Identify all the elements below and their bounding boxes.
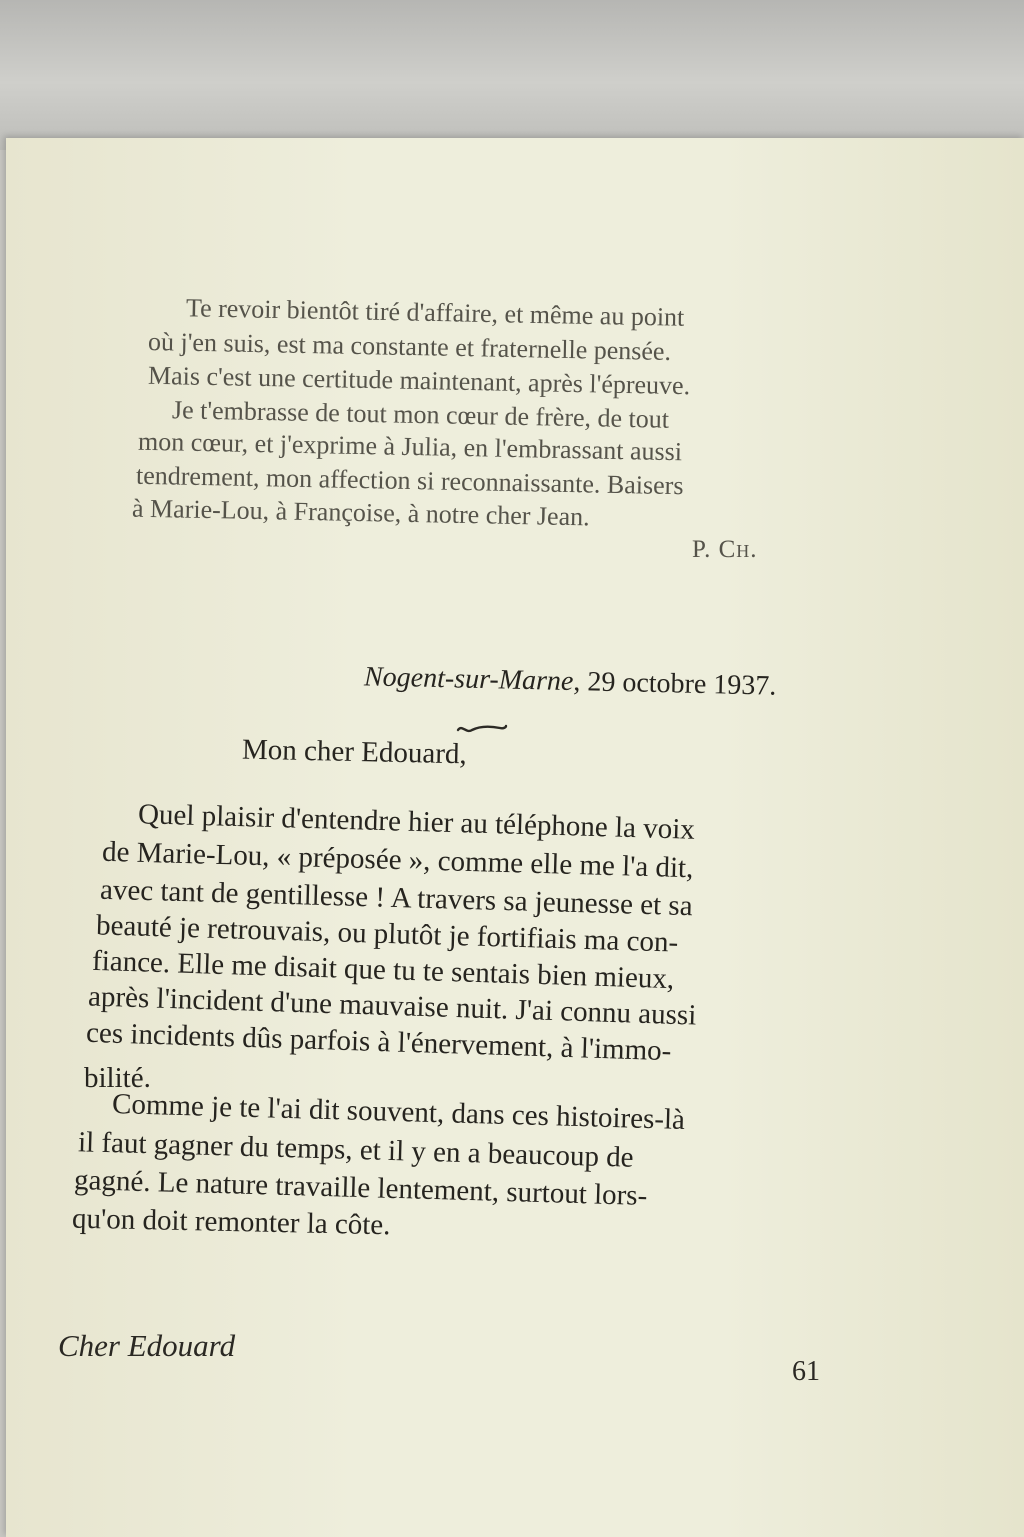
signature: P. Ch.: [692, 536, 758, 563]
previous-letter-line: tendrement, mon affection si reconnaissante. Baisers: [135, 460, 684, 501]
paragraph-line: ces incidents dûs parfois à l'énervement, à l'immo-: [85, 1016, 672, 1068]
page-number: 61: [792, 1356, 820, 1387]
previous-letter-line: mon cœur, et j'exprime à Julia, en l'embrassant aussi: [137, 426, 683, 467]
salutation: Mon cher Edouard,: [241, 733, 468, 771]
paragraph-line: il faut gagner du temps, et il y en a beaucoup de: [77, 1126, 635, 1174]
previous-letter-line: où j'en suis, est ma constante et fraternelle pensée.: [147, 326, 672, 367]
paragraph-line: qu'on doit remonter la côte.: [71, 1202, 391, 1242]
background-surface: [0, 0, 1024, 150]
paragraph-line: Quel plaisir d'entendre hier au téléphone la voix: [137, 798, 696, 846]
paragraph-line: bilité.: [84, 1062, 151, 1094]
paragraph-line: avec tant de gentillesse ! A travers sa jeunesse et sa: [99, 873, 694, 923]
paragraph-line: fiance. Elle me disait que tu te sentais bien mieux,: [91, 944, 675, 996]
previous-letter-line: Te revoir bientôt tiré d'affaire, et même au point: [185, 293, 685, 332]
previous-letter-line: à Marie-Lou, à Françoise, à notre cher Jean.: [131, 493, 590, 532]
dateline: [364, 661, 777, 702]
paragraph-line: de Marie-Lou, « préposée », comme elle me l'a dit,: [101, 835, 694, 885]
letter-date: , 29 octobre 1937.: [573, 666, 777, 702]
section-ornament: [456, 722, 508, 736]
paragraph-line: après l'incident d'une mauvaise nuit. J'ai connu aussi: [87, 980, 697, 1032]
paragraph-line: beauté je retrouvais, ou plutôt je fortifiais ma con-: [95, 909, 679, 959]
book-page: [6, 138, 1024, 1537]
previous-letter-line: Mais c'est une certitude maintenant, après l'épreuve.: [147, 360, 691, 401]
paragraph-line: gagné. Le nature travaille lentement, surtout lors-: [73, 1164, 648, 1212]
paragraph-line: Comme je te l'ai dit souvent, dans ces histoires-là: [111, 1088, 686, 1136]
previous-letter-line: Je t'embrasse de tout mon cœur de frère, de tout: [171, 395, 670, 434]
running-title: Cher Edouard: [58, 1328, 236, 1363]
place-name: Nogent-sur-Marne: [363, 661, 574, 698]
